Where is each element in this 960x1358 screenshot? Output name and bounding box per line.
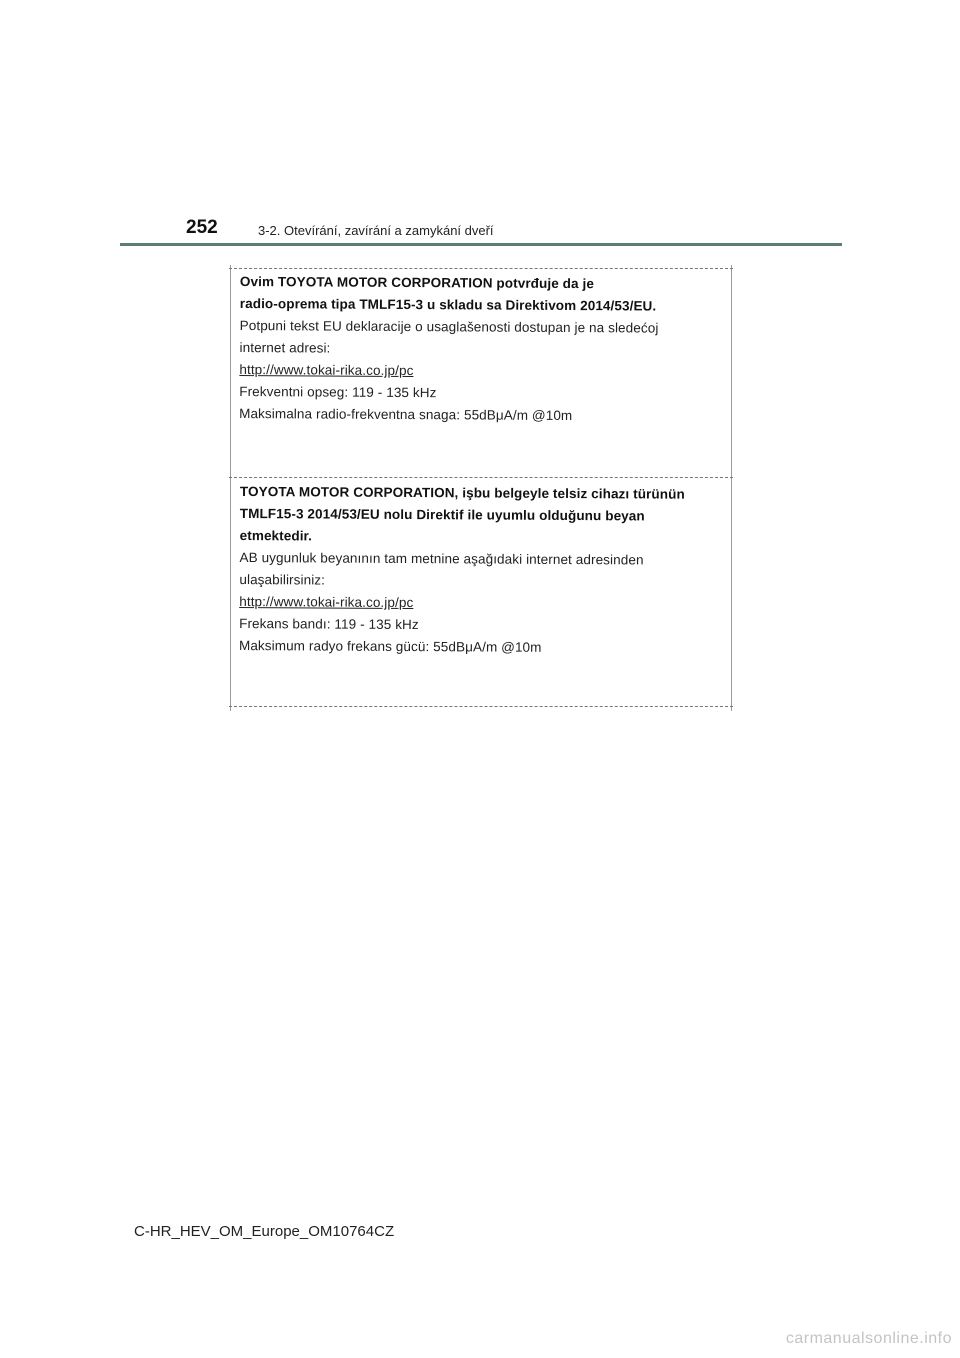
tr-power: Maksimum radyo frekans gücü: 55dBμA/m @10m <box>238 637 542 655</box>
dashed-divider-top <box>229 268 733 269</box>
watermark: carmanualsonline.info <box>785 1330 952 1347</box>
declaration-serbian <box>239 271 725 428</box>
dashed-divider-bottom <box>229 706 733 707</box>
sr-line-3: Potpuni tekst EU deklaracije o usaglašenosti dostupan je na sledećoj <box>239 317 659 336</box>
tr-line-1: TOYOTA MOTOR CORPORATION, işbu belgeyle telsiz cihazı türünün <box>239 483 685 502</box>
tr-frequency: Frekans bandı: 119 - 135 kHz <box>239 615 419 633</box>
declaration-scan-box <box>230 265 732 711</box>
sr-url-link[interactable]: http://www.tokai-rika.co.jp/pc <box>239 361 414 379</box>
header-rule <box>120 243 842 246</box>
sr-power: Maksimalna radio-frekventna snaga: 55dBμA/m @10m <box>239 405 573 424</box>
declaration-turkish <box>239 481 725 660</box>
page-number: 252 <box>186 217 218 238</box>
sr-frequency: Frekventni opseg: 119 - 135 kHz <box>239 383 437 401</box>
tr-line-3: etmektedir. <box>239 527 313 544</box>
section-title: 3-2. Otevírání, zavírání a zamykání dveří <box>258 223 494 238</box>
tr-url-link[interactable]: http://www.tokai-rika.co.jp/pc <box>239 593 414 611</box>
sr-line-2: radio-oprema tipa TMLF15-3 u skladu sa Direktivom 2014/53/EU. <box>239 295 657 314</box>
sr-line-1: Ovim TOYOTA MOTOR CORPORATION potvrđuje da je <box>239 273 595 292</box>
dashed-divider-middle <box>229 477 733 478</box>
footer-doc-code: C-HR_HEV_OM_Europe_OM10764CZ <box>134 1223 395 1240</box>
tr-line-4: AB uygunluk beyanının tam metnine aşağıdaki internet adresinden <box>239 549 644 568</box>
tr-line-5: ulaşabilirsiniz: <box>239 571 326 588</box>
sr-line-4: internet adresi: <box>239 339 331 356</box>
tr-line-2: TMLF15-3 2014/53/EU nolu Direktif ile uyumlu olduğunu beyan <box>239 505 645 524</box>
